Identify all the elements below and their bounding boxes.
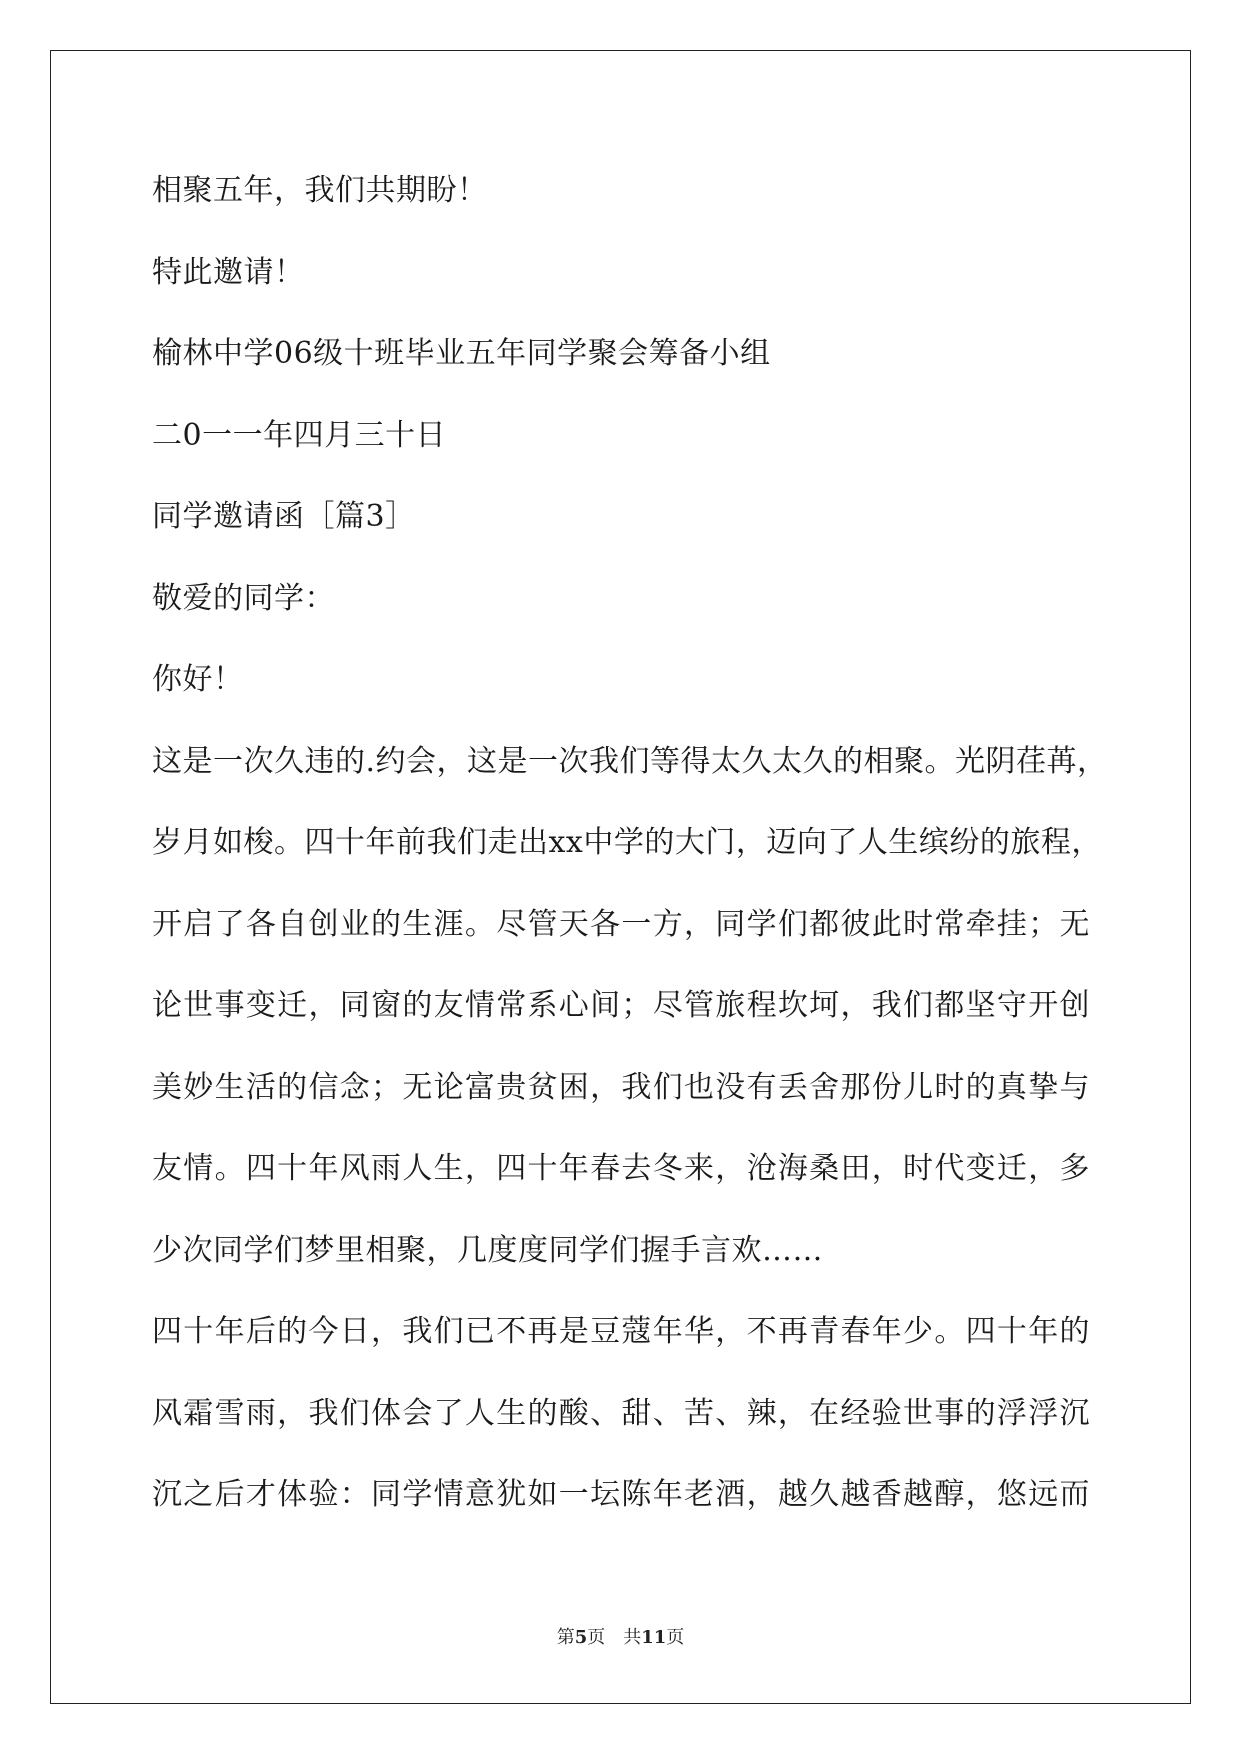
- text-line: 岁月如梭。四十年前我们走出xx中学的大门，迈向了人生缤纷的旅程，: [152, 825, 1102, 860]
- document-body: [152, 163, 1108, 1549]
- text-line: 美妙生活的信念；无论富贵贫困，我们也没有丢舍那份儿时的真挚与: [152, 1069, 1090, 1105]
- text-line: 敬爱的同学：: [152, 580, 335, 616]
- text-line: 特此邀请！: [152, 254, 305, 290]
- text-line: 同学邀请函［篇3］: [152, 499, 416, 534]
- page-footer: [0, 1623, 1241, 1649]
- text-line: 沉之后才体验：同学情意犹如一坛陈年老酒，越久越香越醇，悠远而: [152, 1477, 1090, 1512]
- footer-middle: 页 共: [587, 1627, 642, 1648]
- text-line: 你好！: [152, 662, 244, 697]
- footer-page-number: 5: [574, 1627, 588, 1648]
- footer-suffix: 页: [666, 1627, 685, 1648]
- footer-total-pages: 11: [641, 1627, 667, 1648]
- text-line: 少次同学们梦里相聚，几度度同学们握手言欢……: [152, 1232, 823, 1268]
- text-line: 榆林中学06级十班毕业五年同学聚会筹备小组: [152, 336, 771, 371]
- text-line: 二0一一年四月三十日: [152, 417, 447, 453]
- text-line: 风霜雪雨，我们体会了人生的酸、甜、苦、辣，在经验世事的浮浮沉: [152, 1395, 1090, 1431]
- text-line: 开启了各自创业的生涯。尽管天各一方，同学们都彼此时常牵挂；无: [152, 906, 1090, 942]
- text-line: 相聚五年，我们共期盼！: [152, 173, 488, 208]
- text-line: 四十年后的今日，我们已不再是豆蔻年华，不再青春年少。四十年的: [152, 1314, 1090, 1349]
- text-line: 这是一次久违的.约会，这是一次我们等得太久太久的相聚。光阴荏苒，: [152, 743, 1108, 779]
- footer-prefix: 第: [556, 1627, 575, 1648]
- text-line: 友情。四十年风雨人生，四十年春去冬来，沧海桑田，时代变迁，多: [152, 1151, 1090, 1186]
- text-line: 论世事变迁，同窗的友情常系心间；尽管旅程坎坷，我们都坚守开创: [152, 988, 1090, 1023]
